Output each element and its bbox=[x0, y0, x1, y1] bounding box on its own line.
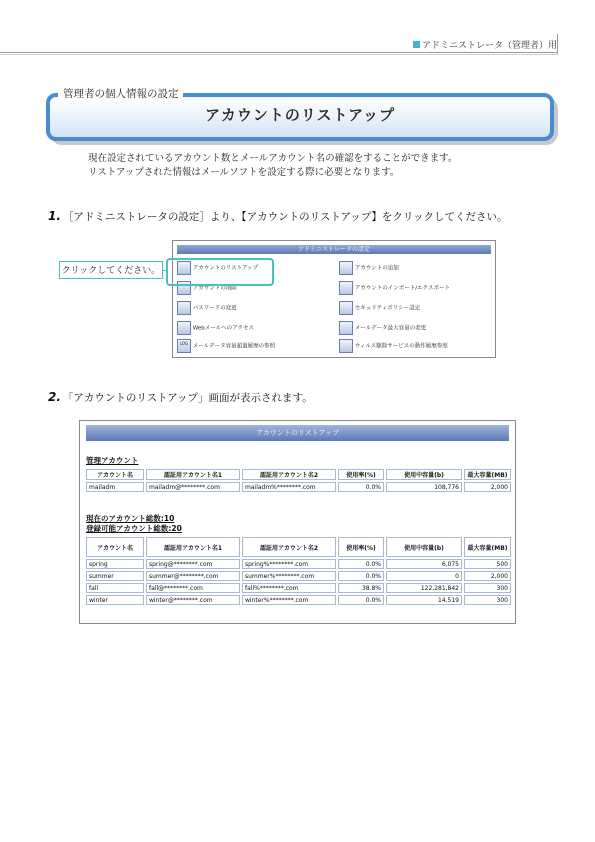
key-icon bbox=[177, 301, 191, 315]
table-cell: summer%********.com bbox=[242, 571, 336, 581]
menu-item-security-policy[interactable] bbox=[339, 301, 420, 315]
table-header-row bbox=[86, 469, 511, 480]
step-1-text: ［アドミニストレータの設定］より、【アカウントのリストアップ】をクリックしてください。 bbox=[62, 211, 508, 223]
step-2 bbox=[48, 390, 313, 405]
table-cell: 0.0% bbox=[338, 559, 384, 569]
menu-item-account-listup-label: アカウントのリストアップ bbox=[192, 265, 259, 272]
column-header: 使用中容量(b) bbox=[386, 537, 462, 557]
table-cell: winter@********.com bbox=[146, 595, 240, 605]
admin-account-heading: 管理アカウント bbox=[86, 456, 139, 465]
table-cell: 300 bbox=[464, 583, 511, 593]
column-header: 最大容量(MB) bbox=[464, 469, 511, 480]
menu-item-virus-history[interactable] bbox=[339, 339, 448, 353]
page-title: アカウントのリストアップ bbox=[204, 106, 396, 124]
menu-item-account-add-label: アカウントの追加 bbox=[354, 265, 399, 272]
column-header: 認証用アカウント名1 bbox=[146, 469, 240, 480]
table-row bbox=[86, 482, 511, 492]
table-cell: 14,519 bbox=[386, 595, 462, 605]
table-header-row bbox=[86, 537, 511, 557]
click-callout: クリックしてください。 bbox=[59, 261, 163, 279]
section-category-label: 管理者の個人情報の設定 bbox=[58, 86, 183, 101]
table-cell: 0.0% bbox=[338, 595, 384, 605]
table-cell: 0.0% bbox=[338, 482, 384, 492]
section-tab-label: アドミニストレータ（管理者）用 bbox=[421, 41, 557, 51]
table-row bbox=[86, 571, 511, 581]
admin-account-table bbox=[84, 467, 513, 494]
menu-item-capacity-history-label: メールデータ容量超過履歴の参照 bbox=[192, 343, 276, 350]
menu-item-webmail-access[interactable] bbox=[177, 321, 254, 335]
callout-connector bbox=[163, 270, 168, 271]
registrable-accounts-count: 登録可能アカウント総数:20 bbox=[86, 524, 182, 533]
table-cell: 0.0% bbox=[338, 571, 384, 581]
table-cell: 38.8% bbox=[338, 583, 384, 593]
intro-line-2: リストアップされた情報はメールソフトを設定する際に必要となります。 bbox=[88, 167, 400, 178]
click-highlight bbox=[166, 258, 274, 286]
table-cell: mailadm%********.com bbox=[242, 482, 336, 492]
menu-item-import-export-label: アカウントのインポート/エクスポート bbox=[354, 285, 450, 292]
menu-item-password-change-label: パスワードの変更 bbox=[192, 305, 237, 312]
menu-item-account-delete-label: アカウントの削除 bbox=[192, 285, 237, 292]
table-cell: spring@********.com bbox=[146, 559, 240, 569]
table-cell: 500 bbox=[464, 559, 511, 569]
column-header: 認証用アカウント名2 bbox=[242, 469, 336, 480]
table-cell: summer@********.com bbox=[146, 571, 240, 581]
intro-line-1: 現在設定されているアカウント数とメールアカウント名の確認をすることができます。 bbox=[88, 153, 458, 164]
table-cell: 122,281,842 bbox=[386, 583, 462, 593]
menu-item-max-capacity-label: メールデータ最大容量の変更 bbox=[354, 325, 427, 332]
table-cell: spring bbox=[86, 559, 144, 569]
column-header: 使用率(%) bbox=[338, 469, 384, 480]
table-row bbox=[86, 595, 511, 605]
admin-settings-title-bar: アドミニストレータの設定 bbox=[177, 245, 491, 254]
step-1 bbox=[48, 209, 508, 224]
header-rule-secondary bbox=[0, 54, 558, 55]
table-cell: mailadm bbox=[86, 482, 144, 492]
menu-item-import-export[interactable] bbox=[339, 281, 450, 295]
table-cell: summer bbox=[86, 571, 144, 581]
shield-icon bbox=[339, 301, 353, 315]
section-tab bbox=[413, 38, 557, 51]
table-cell: fall bbox=[86, 583, 144, 593]
intro-text bbox=[88, 152, 457, 180]
storage-icon bbox=[339, 321, 353, 335]
log-icon bbox=[177, 339, 191, 353]
table-cell: 108,776 bbox=[386, 482, 462, 492]
user-account-table bbox=[84, 535, 513, 607]
table-cell: winter bbox=[86, 595, 144, 605]
square-bullet-icon bbox=[413, 41, 420, 48]
table-cell: 0 bbox=[386, 571, 462, 581]
menu-item-capacity-history[interactable] bbox=[177, 339, 275, 353]
step-2-text: 「アカウントのリストアップ」画面が表示されます。 bbox=[62, 392, 313, 404]
log-icon-label: LOG bbox=[179, 341, 189, 346]
virus-shield-icon bbox=[339, 339, 353, 353]
webmail-icon bbox=[177, 321, 191, 335]
table-row bbox=[86, 583, 511, 593]
table-cell: fall@********.com bbox=[146, 583, 240, 593]
account-list-panel bbox=[79, 420, 516, 624]
menu-item-virus-history-label: ウィルス駆除サービスの動作履歴参照 bbox=[354, 343, 448, 350]
menu-item-webmail-access-label: Webメールへのアクセス bbox=[192, 325, 254, 332]
table-cell: winter%********.com bbox=[242, 595, 336, 605]
step-2-number: 2. bbox=[48, 390, 61, 404]
column-header: 認証用アカウント名2 bbox=[242, 537, 336, 557]
column-header: 認証用アカウント名1 bbox=[146, 537, 240, 557]
menu-item-security-policy-label: セキュリティポリシー設定 bbox=[354, 305, 421, 312]
import-export-icon bbox=[339, 281, 353, 295]
table-cell: mailadm@********.com bbox=[146, 482, 240, 492]
table-cell: spring%********.com bbox=[242, 559, 336, 569]
header-rule bbox=[0, 52, 558, 53]
table-cell: 2,000 bbox=[464, 482, 511, 492]
column-header: 最大容量(MB) bbox=[464, 537, 511, 557]
table-cell: 2,000 bbox=[464, 571, 511, 581]
step-1-number: 1. bbox=[48, 209, 61, 223]
column-header: アカウント名 bbox=[86, 537, 144, 557]
add-user-icon bbox=[339, 261, 353, 275]
menu-item-max-capacity[interactable] bbox=[339, 321, 426, 335]
column-header: アカウント名 bbox=[86, 469, 144, 480]
account-list-title-bar: アカウントのリストアップ bbox=[86, 425, 509, 441]
table-cell: 300 bbox=[464, 595, 511, 605]
total-accounts-count: 現在のアカウント総数:10 bbox=[86, 514, 175, 523]
table-cell: 6,075 bbox=[386, 559, 462, 569]
column-header: 使用率(%) bbox=[338, 537, 384, 557]
menu-item-password-change[interactable] bbox=[177, 301, 237, 315]
table-cell: fall%********.com bbox=[242, 583, 336, 593]
column-header: 使用中容量(b) bbox=[386, 469, 462, 480]
table-row bbox=[86, 559, 511, 569]
menu-item-account-add[interactable] bbox=[339, 261, 399, 275]
